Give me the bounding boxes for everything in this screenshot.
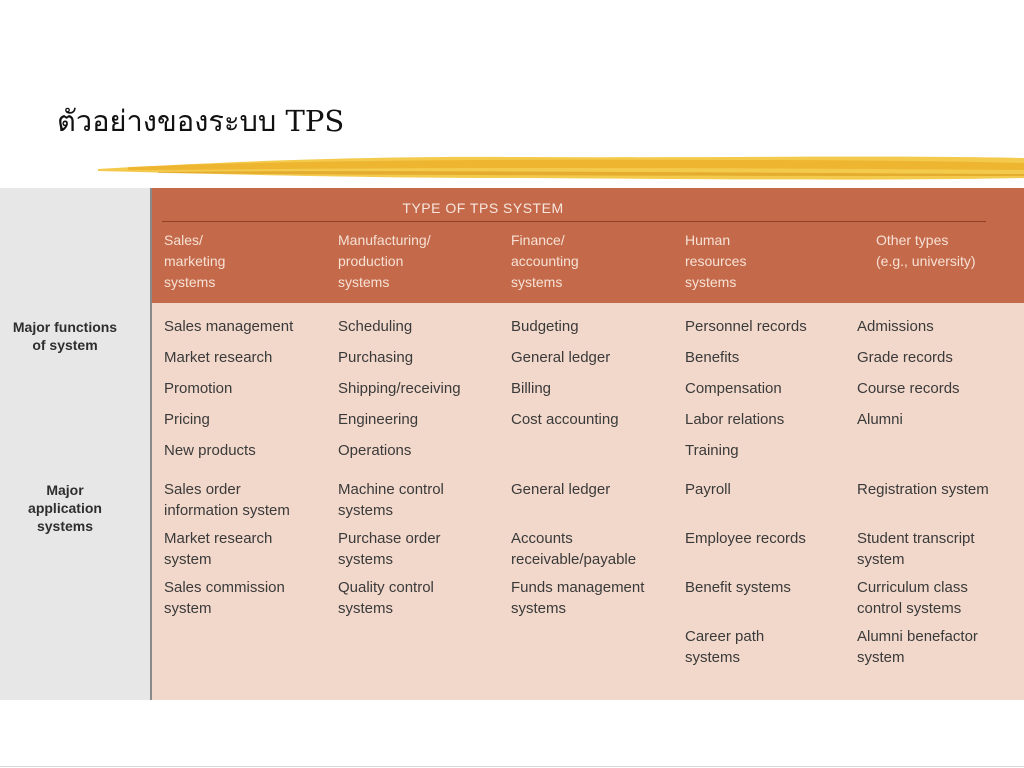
application-cell: Alumni benefactor system: [857, 628, 978, 666]
function-cell: Pricing: [164, 411, 210, 428]
footer-rule: [0, 766, 1024, 767]
tps-table: [0, 188, 1024, 700]
function-cell: Operations: [338, 442, 412, 459]
application-cell: Accounts receivable/payable: [511, 530, 637, 568]
application-cell: Registration system: [857, 481, 989, 498]
column-header-hr: Human resources systems: [685, 232, 747, 290]
function-cell: Compensation: [685, 380, 782, 397]
function-cell: Personnel records: [685, 318, 807, 335]
function-cell: Admissions: [857, 318, 934, 335]
row-label-panel: [0, 188, 150, 700]
application-cell: Employee records: [685, 530, 806, 547]
application-cell: Curriculum class control systems: [857, 579, 968, 617]
type-title: TYPE OF TPS SYSTEM: [402, 200, 564, 216]
column-header-sales: Sales/ marketing systems: [164, 232, 226, 290]
function-cell: Alumni: [857, 411, 903, 428]
column-header-other: Other types (e.g., university): [876, 232, 976, 269]
type-title-rule: [162, 221, 986, 222]
application-cell: Quality control systems: [338, 579, 434, 617]
function-cell: Purchasing: [338, 349, 414, 366]
function-cell: Benefits: [685, 349, 740, 366]
application-cell: General ledger: [511, 481, 611, 498]
function-cell: Budgeting: [511, 318, 579, 335]
column-header-manufacturing: Manufacturing/ production systems: [338, 232, 431, 290]
function-cell: Billing: [511, 380, 552, 397]
function-cell: Cost accounting: [511, 411, 619, 428]
application-cell: Purchase order systems: [338, 530, 441, 568]
function-cell: Engineering: [338, 411, 419, 428]
application-cell: Machine control systems: [338, 481, 444, 519]
function-cell: Course records: [857, 380, 960, 397]
slide-title: ตัวอย่างของระบบ TPS: [57, 104, 345, 138]
row-label-functions: Major functions of system: [12, 319, 118, 353]
application-cell: Student transcript system: [857, 530, 975, 568]
function-cell: Sales management: [164, 318, 294, 335]
function-cell: Shipping/receiving: [338, 380, 461, 397]
application-cell: Benefit systems: [685, 579, 791, 596]
brush-stroke-decoration: [98, 148, 1024, 188]
application-cell: Sales commission system: [164, 579, 285, 617]
function-cell: Grade records: [857, 349, 953, 366]
function-cell: Scheduling: [338, 318, 413, 335]
function-cell: Market research: [164, 349, 273, 366]
application-cell: Sales order information system: [164, 481, 290, 519]
row-label-applications: Major application systems: [28, 482, 102, 534]
function-cell: Promotion: [164, 380, 233, 397]
function-cell: Labor relations: [685, 411, 785, 428]
application-cell: Career path systems: [685, 628, 765, 666]
function-cell: Training: [685, 442, 739, 459]
column-header-finance: Finance/ accounting systems: [511, 232, 579, 290]
function-cell: General ledger: [511, 349, 611, 366]
application-cell: Market research system: [164, 530, 273, 568]
application-cell: Funds management systems: [511, 579, 645, 617]
application-cell: Payroll: [685, 481, 731, 498]
function-cell: New products: [164, 442, 256, 459]
